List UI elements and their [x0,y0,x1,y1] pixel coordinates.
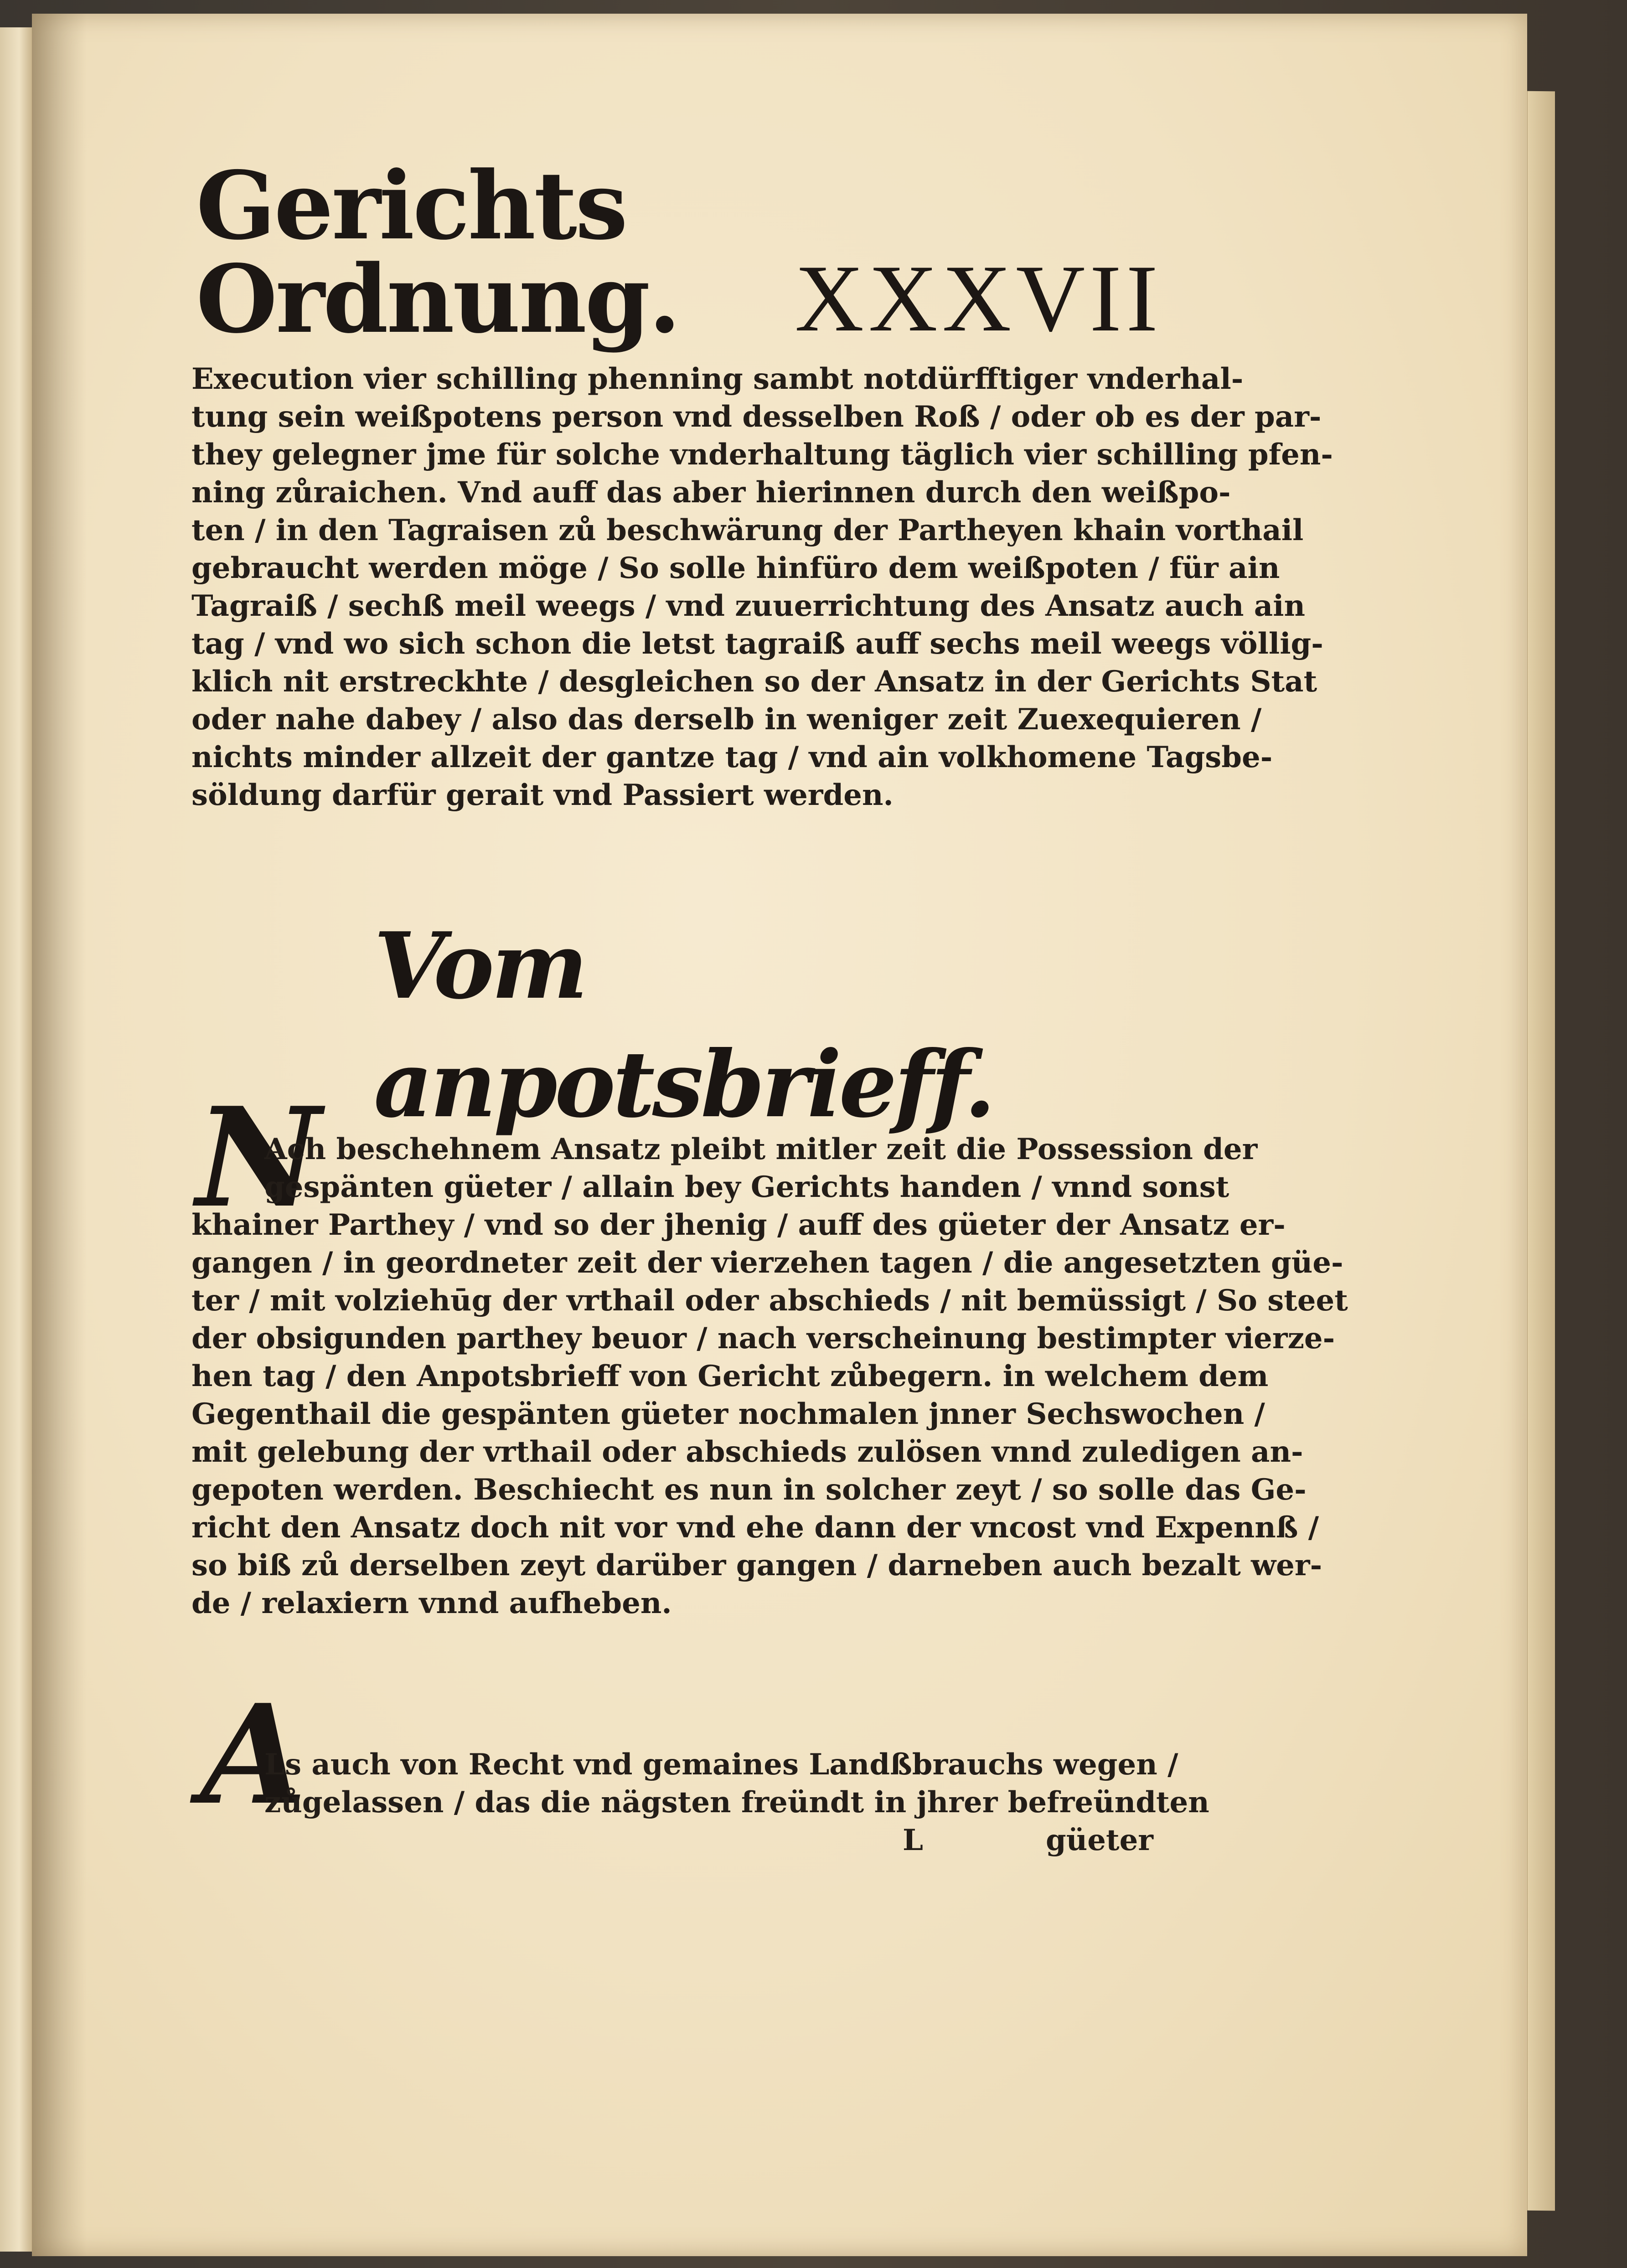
catchword: güeter [1046,1823,1153,1857]
text-line: tag / vnd wo sich schon die letst tagraiß auff sechs meil weegs völlig- [191,627,1323,661]
text-line: Execution vier schilling phenning sambt notdürfftiger vnderhal- [191,362,1244,396]
text-line: gespänten güeter / allain bey Gerichts handen / vnnd sonst [264,1170,1229,1204]
gutter-shadow [32,14,87,2256]
decorated-initial-a: A [201,1674,307,1835]
section-heading: Vom anpotsbrieff. [374,912,993,1138]
paragraph-anpotsbrieff [191,1130,1348,1622]
text-line: nichts minder allzeit der gantze tag / vnd ain volkhomene Tagsbe- [191,740,1273,774]
text-line: Tagraiß / sechß meil weegs / vnd zuuerrichtung des Ansatz auch ain [191,589,1306,623]
text-line: they gelegner jme für solche vnderhaltung täglich vier schilling pfen- [191,438,1333,472]
text-line: khainer Parthey / vnd so der jhenig / auff des güeter der Ansatz er- [191,1208,1286,1242]
text-line: Ach beschehnem Ansatz pleibt mitler zeit die Possession der [264,1132,1258,1166]
text-line: zůgelassen / das die nägsten freündt in jhrer befreündten [264,1785,1209,1820]
text-line: ten / in den Tagraisen zů beschwärung der Partheyen khain vorthail [191,513,1304,547]
signature-mark: L [903,1823,923,1857]
text-line: de / relaxiern vnnd aufheben. [191,1586,672,1620]
facing-page-edge [0,27,33,2252]
text-line: Gegenthail die gespänten güeter nochmalen jnner Sechswochen / [191,1397,1265,1431]
text-line: klich nit erstreckhte / desgleichen so der Ansatz in der Gerichts Stat [191,665,1317,699]
text-line: oder nahe dabey / also das derselb in weniger zeit Zuexequieren / [191,702,1262,737]
text-line: richt den Ansatz doch nit vor vnd ehe dann der vncost vnd Expennß / [191,1510,1319,1545]
text-line: Ls auch von Recht vnd gemaines Landßbrauchs wegen / [264,1747,1178,1782]
paragraph-execution [191,360,1333,814]
text-line: hen tag / den Anpotsbrieff von Gericht zůbegern. in welchem dem [191,1359,1269,1393]
text-line: ning zůraichen. Vnd auff das aber hierinnen durch den weißpo- [191,475,1231,510]
paragraph-landsbrauch [191,1746,1209,1821]
folio-number: XXXVII [795,246,1162,351]
text-line: söldung darfür gerait vnd Passiert werden. [191,778,894,812]
running-title: Gerichts Ordnung. [196,151,679,354]
decorated-initial-n: N [196,1077,321,1238]
text-line: der obsigunden parthey beuor / nach verscheinung bestimpter vierze- [191,1321,1335,1356]
text-line: gangen / in geordneter zeit der vierzehen tagen / die angesetzten güe- [191,1246,1343,1280]
text-line: tung sein weißpotens person vnd desselben Roß / oder ob es der par- [191,400,1322,434]
page-header [196,151,1162,354]
text-line: ter / mit volziehūg der vrthail oder abschieds / nit bemüssigt / So steet [191,1283,1348,1318]
page-footer [191,1823,1153,1861]
page-stack-edge [1527,91,1555,2211]
text-line: mit gelebung der vrthail oder abschieds zulösen vnnd zuledigen an- [191,1435,1303,1469]
text-line: so biß zů derselben zeyt darüber gangen / darneben auch bezalt wer- [191,1548,1322,1582]
text-line: gebraucht werden möge / So solle hinfüro dem weißpoten / für ain [191,551,1280,585]
text-line: gepoten werden. Beschiecht es nun in solcher zeyt / so solle das Ge- [191,1473,1307,1507]
